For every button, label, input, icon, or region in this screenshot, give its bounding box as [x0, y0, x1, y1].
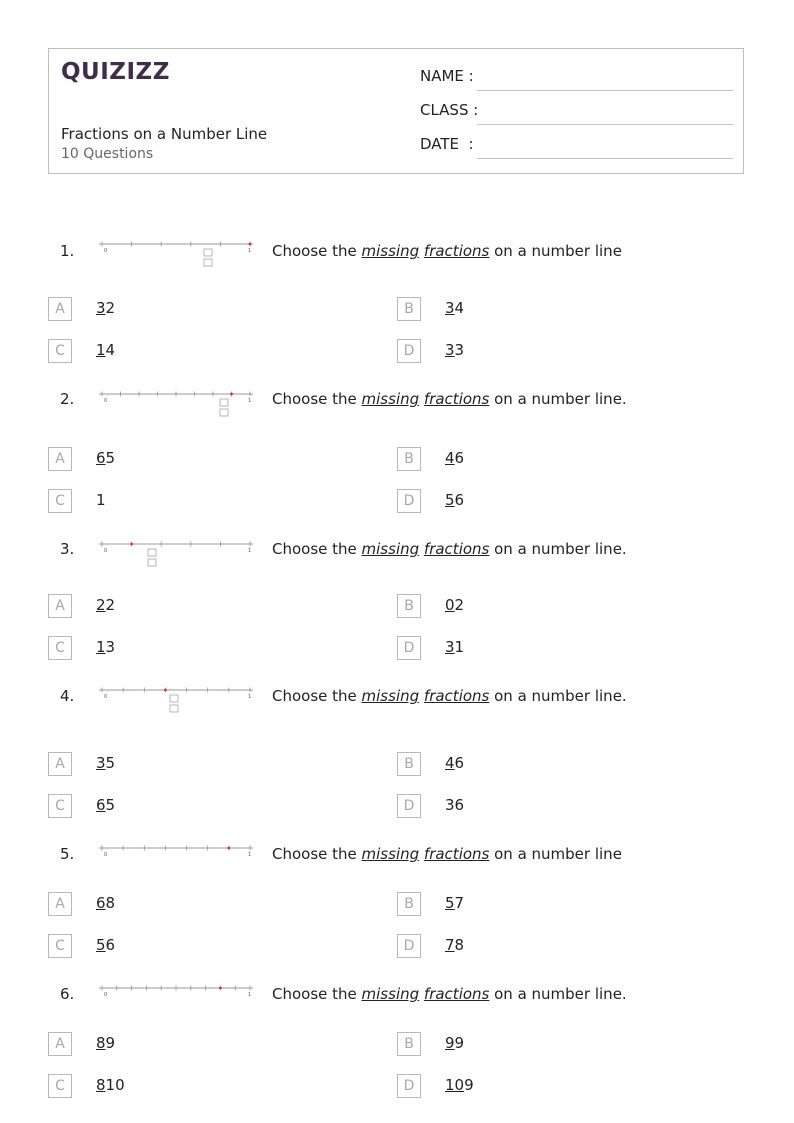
date-label: DATE :	[420, 135, 474, 153]
option-numerator: 3	[445, 638, 455, 656]
option-value	[96, 796, 115, 814]
option-value	[96, 449, 115, 467]
answer-option-d[interactable]	[397, 636, 697, 660]
option-numerator: 7	[445, 936, 455, 954]
number-line-label-end: 1	[248, 694, 252, 700]
option-letter-box[interactable]: D	[397, 934, 421, 958]
prompt-text: on a number line	[489, 845, 622, 863]
missing-numerator-box	[220, 399, 228, 406]
answer-option-c[interactable]	[48, 934, 348, 958]
question-prompt	[272, 540, 627, 558]
option-denominator: 5	[105, 754, 116, 772]
option-letter-box[interactable]: B	[397, 892, 421, 916]
number-line-figure	[96, 682, 256, 722]
answer-option-a[interactable]	[48, 892, 348, 916]
question-number: 3.	[60, 540, 75, 558]
option-letter-box[interactable]: A	[48, 752, 72, 776]
option-numerator: 3	[445, 341, 455, 359]
missing-numerator-box	[204, 249, 212, 256]
option-letter-box[interactable]: A	[48, 1032, 72, 1056]
option-letter-box[interactable]: D	[397, 489, 421, 513]
option-value	[96, 936, 115, 954]
number-line-figure	[96, 236, 256, 276]
answer-option-d[interactable]	[397, 934, 697, 958]
answer-option-c[interactable]	[48, 1074, 348, 1098]
number-line-label-start: 0	[104, 548, 108, 554]
option-letter-box[interactable]: D	[397, 794, 421, 818]
question-number: 6.	[60, 985, 75, 1003]
option-letter-box[interactable]: B	[397, 1032, 421, 1056]
number-line-figure	[96, 386, 256, 426]
question-prompt	[272, 687, 627, 705]
option-denominator: 4	[105, 341, 116, 359]
answer-option-a[interactable]	[48, 447, 348, 471]
option-letter-box[interactable]: A	[48, 297, 72, 321]
option-value	[445, 596, 464, 614]
option-numerator: 5	[445, 491, 455, 509]
answer-option-b[interactable]	[397, 447, 697, 471]
option-value	[96, 341, 115, 359]
option-value	[96, 638, 115, 656]
answer-option-c[interactable]	[48, 339, 348, 363]
prompt-text: on a number line.	[489, 687, 627, 705]
question-number: 1.	[60, 242, 75, 260]
option-numerator: 8	[96, 1034, 106, 1052]
prompt-emphasis: fractions	[423, 242, 490, 260]
option-denominator: 6	[454, 449, 465, 467]
option-numerator: 6	[96, 894, 106, 912]
option-numerator: 6	[96, 449, 106, 467]
question-prompt	[272, 390, 627, 408]
option-letter-box[interactable]: B	[397, 447, 421, 471]
question-prompt	[272, 985, 627, 1003]
option-value	[445, 894, 464, 912]
question-prompt	[272, 242, 622, 260]
number-line-label-end: 1	[248, 248, 252, 254]
question-count: 10 Questions	[61, 146, 154, 162]
number-line-label-start: 0	[104, 398, 108, 404]
answer-option-b[interactable]	[397, 752, 697, 776]
missing-numerator-box	[170, 695, 178, 702]
answer-option-b[interactable]	[397, 297, 697, 321]
number-line-marker	[249, 243, 252, 246]
option-value	[96, 754, 115, 772]
option-denominator: 10	[105, 1076, 125, 1094]
option-numerator: 3	[96, 299, 106, 317]
option-numerator: 3	[445, 299, 455, 317]
number-line-marker	[164, 689, 167, 692]
option-denominator: 6	[105, 936, 116, 954]
worksheet-title: Fractions on a Number Line	[61, 125, 268, 143]
number-line-label-end: 1	[248, 992, 252, 998]
option-denominator: 9	[464, 1076, 474, 1094]
answer-option-a[interactable]	[48, 297, 348, 321]
option-numerator: 1	[96, 341, 106, 359]
option-letter-box[interactable]: A	[48, 447, 72, 471]
option-denominator: 3	[105, 638, 116, 656]
prompt-emphasis: missing	[361, 540, 420, 558]
prompt-emphasis: fractions	[423, 540, 490, 558]
option-value	[445, 754, 464, 772]
prompt-text: Choose the	[272, 845, 362, 863]
number-line-figure	[96, 536, 256, 576]
option-letter-box[interactable]: A	[48, 594, 72, 618]
option-denominator: 36	[445, 796, 465, 814]
answer-option-a[interactable]	[48, 1032, 348, 1056]
option-denominator: 2	[454, 596, 465, 614]
option-denominator: 4	[454, 299, 465, 317]
number-line-marker	[227, 847, 230, 850]
quizizz-logo: QUIZIZZ	[61, 59, 170, 85]
prompt-emphasis: fractions	[423, 845, 490, 863]
option-denominator: 6	[454, 754, 465, 772]
prompt-text: Choose the	[272, 242, 362, 260]
option-numerator: 9	[445, 1034, 455, 1052]
option-value	[96, 299, 115, 317]
option-numerator: 8	[96, 1076, 106, 1094]
option-denominator: 6	[454, 491, 465, 509]
prompt-text: Choose the	[272, 540, 362, 558]
option-letter-box[interactable]: C	[48, 636, 72, 660]
option-numerator: 4	[445, 449, 455, 467]
option-denominator: 1	[454, 638, 465, 656]
number-line-label-end: 1	[248, 548, 252, 554]
date-line[interactable]	[477, 158, 733, 159]
question-number: 2.	[60, 390, 75, 408]
answer-option-a[interactable]	[48, 594, 348, 618]
option-letter-box[interactable]: B	[397, 297, 421, 321]
prompt-emphasis: missing	[361, 687, 420, 705]
option-value	[445, 299, 464, 317]
option-letter-box[interactable]: A	[48, 892, 72, 916]
prompt-text: Choose the	[272, 390, 362, 408]
option-letter-box[interactable]: B	[397, 594, 421, 618]
option-letter-box[interactable]: C	[48, 489, 72, 513]
missing-denominator-box	[204, 259, 212, 266]
option-denominator: 8	[105, 894, 116, 912]
option-letter-box[interactable]: D	[397, 339, 421, 363]
missing-denominator-box	[148, 559, 156, 566]
prompt-emphasis: missing	[361, 985, 420, 1003]
option-numerator: 5	[96, 936, 106, 954]
option-value	[445, 449, 464, 467]
prompt-text: Choose the	[272, 687, 362, 705]
option-value	[445, 1076, 474, 1094]
option-numerator: 5	[445, 894, 455, 912]
missing-denominator-box	[170, 705, 178, 712]
class-label: CLASS :	[420, 101, 479, 119]
worksheet-header	[48, 48, 744, 174]
class-field[interactable]	[420, 101, 733, 125]
number-line-marker	[130, 543, 133, 546]
option-denominator: 7	[454, 894, 465, 912]
number-line-figure	[96, 840, 256, 880]
answer-option-b[interactable]	[397, 594, 697, 618]
prompt-emphasis: missing	[361, 242, 420, 260]
option-denominator: 9	[454, 1034, 465, 1052]
number-line-marker	[230, 393, 233, 396]
option-value	[445, 1034, 464, 1052]
missing-numerator-box	[148, 549, 156, 556]
option-numerator: 2	[96, 596, 106, 614]
option-value	[96, 1076, 125, 1094]
option-denominator: 5	[105, 449, 116, 467]
option-denominator: 2	[105, 299, 116, 317]
option-letter-box[interactable]: C	[48, 339, 72, 363]
option-denominator: 1	[96, 491, 106, 509]
option-letter-box[interactable]: C	[48, 934, 72, 958]
prompt-text: on a number line.	[489, 390, 627, 408]
option-value	[445, 341, 464, 359]
option-value	[445, 491, 464, 509]
option-numerator: 10	[445, 1076, 465, 1094]
answer-option-c[interactable]	[48, 794, 348, 818]
missing-denominator-box	[220, 409, 228, 416]
prompt-text: on a number line.	[489, 985, 627, 1003]
name-label: NAME :	[420, 67, 474, 85]
option-numerator: 0	[445, 596, 455, 614]
answer-option-d[interactable]	[397, 489, 697, 513]
option-letter-box[interactable]: C	[48, 1074, 72, 1098]
prompt-emphasis: missing	[361, 390, 420, 408]
date-field[interactable]	[420, 135, 733, 159]
option-numerator: 6	[96, 796, 106, 814]
number-line-figure	[96, 980, 256, 1020]
answer-option-b[interactable]	[397, 1032, 697, 1056]
option-denominator: 8	[454, 936, 465, 954]
prompt-text: on a number line	[489, 242, 622, 260]
name-field[interactable]	[420, 67, 733, 91]
question-number: 4.	[60, 687, 75, 705]
option-denominator: 5	[105, 796, 116, 814]
prompt-emphasis: fractions	[423, 985, 490, 1003]
answer-option-a[interactable]	[48, 752, 348, 776]
option-numerator: 4	[445, 754, 455, 772]
option-denominator: 9	[105, 1034, 116, 1052]
option-value	[96, 596, 115, 614]
answer-option-d[interactable]	[397, 794, 697, 818]
option-denominator: 3	[454, 341, 465, 359]
number-line-label-end: 1	[248, 852, 252, 858]
answer-option-d[interactable]	[397, 339, 697, 363]
number-line-label-end: 1	[248, 398, 252, 404]
number-line-label-start: 0	[104, 852, 108, 858]
answer-option-c[interactable]	[48, 489, 348, 513]
option-value	[445, 796, 464, 814]
prompt-emphasis: fractions	[423, 687, 490, 705]
option-value	[96, 1034, 115, 1052]
number-line-marker	[219, 987, 222, 990]
prompt-text: on a number line.	[489, 540, 627, 558]
option-letter-box[interactable]: D	[397, 1074, 421, 1098]
option-letter-box[interactable]: C	[48, 794, 72, 818]
prompt-emphasis: missing	[361, 845, 420, 863]
option-letter-box[interactable]: B	[397, 752, 421, 776]
question-prompt	[272, 845, 622, 863]
option-value	[96, 894, 115, 912]
number-line-label-start: 0	[104, 992, 108, 998]
prompt-emphasis: fractions	[423, 390, 490, 408]
option-denominator: 2	[105, 596, 116, 614]
answer-option-b[interactable]	[397, 892, 697, 916]
option-value	[96, 491, 106, 509]
option-numerator: 1	[96, 638, 106, 656]
option-value	[445, 936, 464, 954]
class-line[interactable]	[477, 124, 733, 125]
number-line-label-start: 0	[104, 694, 108, 700]
answer-option-c[interactable]	[48, 636, 348, 660]
option-value	[445, 638, 464, 656]
answer-option-d[interactable]	[397, 1074, 697, 1098]
prompt-text: Choose the	[272, 985, 362, 1003]
number-line-label-start: 0	[104, 248, 108, 254]
option-letter-box[interactable]: D	[397, 636, 421, 660]
option-numerator: 3	[96, 754, 106, 772]
name-line[interactable]	[477, 90, 733, 91]
question-number: 5.	[60, 845, 75, 863]
